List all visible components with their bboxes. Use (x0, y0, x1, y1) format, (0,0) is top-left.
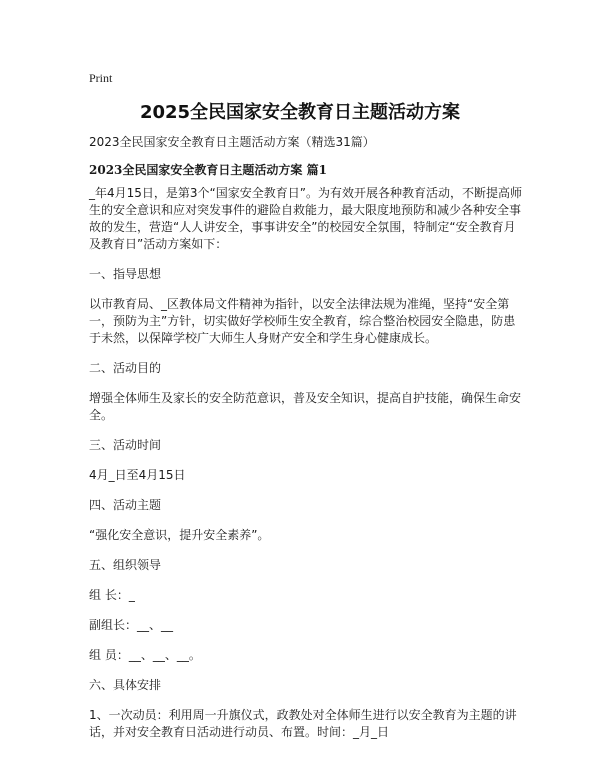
document-subtitle: 2023全民国家安全教育日主题活动方案（精选31篇） (89, 135, 375, 149)
vice-leader-line: 副组长：__、__ (89, 618, 174, 632)
section-heading-organization: 五、组织领导 (89, 558, 162, 572)
print-label[interactable]: Print (89, 71, 113, 85)
guiding-paragraph: 以市教育局、_区教体局文件精神为指针，以安全法律法规为准绳，坚持“安全第一，预防为主”方针，切实做好学校师生安全教育，综合整治校园安全隐患，防患于未然，以保障学校广大师生人身财产安全和学生身心健康成长。 (89, 297, 516, 345)
leader-line: 组 长：_ (89, 588, 135, 602)
members-line: 组 员：__、__、__。 (89, 648, 201, 662)
arrangement-paragraph: 1、一次动员：利用周一升旗仪式，政教处对全体师生进行以安全教育为主题的讲话，并对安全教育日活动进行动员、布置。时间：_月_日 (89, 708, 517, 739)
purpose-paragraph: 增强全体师生及家长的安全防范意识，普及安全知识，提高自护技能，确保生命安全。 (89, 391, 522, 422)
section-heading-arrangement: 六、具体安排 (89, 678, 162, 692)
article-title: 2023全民国家安全教育日主题活动方案 篇1 (89, 163, 327, 177)
section-heading-time: 三、活动时间 (89, 438, 162, 452)
time-paragraph: 4月_日至4月15日 (89, 468, 186, 482)
section-heading-guiding: 一、指导思想 (89, 267, 162, 281)
page-title: 2025全民国家安全教育日主题活动方案 (139, 102, 461, 123)
document-body (89, 134, 525, 754)
section-heading-theme: 四、活动主题 (89, 498, 162, 512)
theme-paragraph: “强化安全意识，提升安全素养”。 (89, 528, 270, 542)
section-heading-purpose: 二、活动目的 (89, 361, 162, 375)
intro-paragraph: _年4月15日，是第3个“国家安全教育日”。为有效开展各种教育活动，不断提高师生的安全意识和应对突发事件的避险自救能力，最大限度地预防和减少各种安全事故的发生，营造“人人讲安全，事事讲安全”的校园安全氛围，特制定“安全教育月及教育日”活动方案如下： (89, 186, 522, 251)
